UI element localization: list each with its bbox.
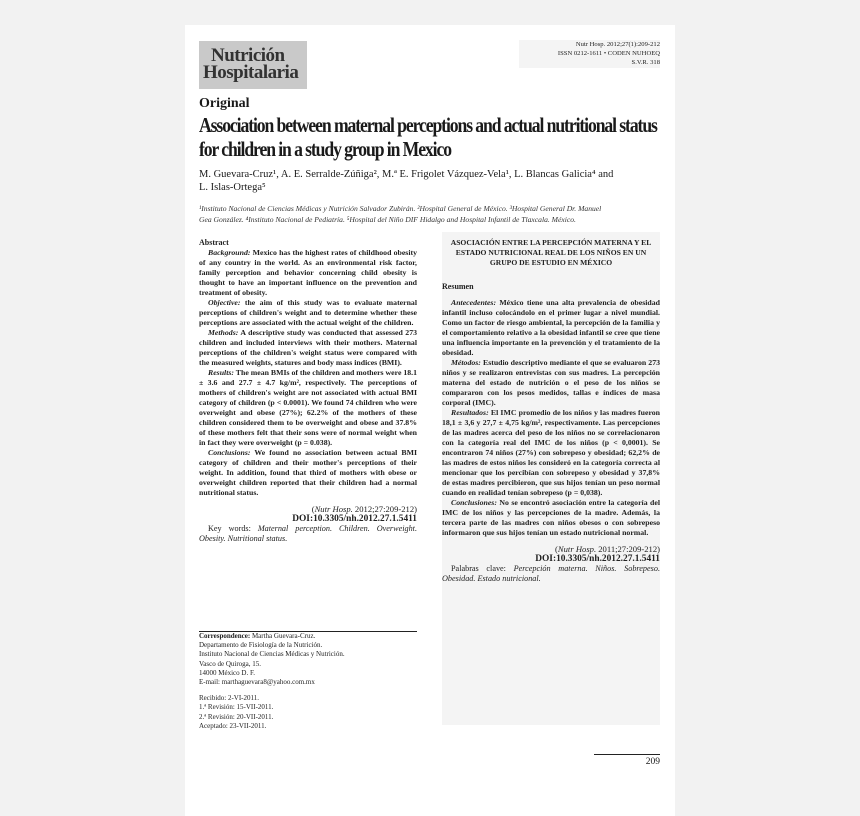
correspondence-line-1: Departamento de Fisiología de la Nutrición. [199,641,323,650]
abstract-citation [199,504,417,514]
revision-2-date: 2.ª Revisión: 20-VII-2011. [199,712,274,721]
abstract-objective [199,298,417,328]
citation-prefix: ( [311,504,315,514]
affiliations [199,203,669,225]
page-number: 209 [645,757,660,767]
citation-rest: 2011;27:209-212) [596,544,660,554]
section-label: Original [199,96,250,111]
correspondence-block [199,632,417,731]
abstract-background [199,248,417,298]
conclusiones-label: Conclusiones: [451,498,497,507]
antecedentes-label: Antecedentes: [451,298,497,307]
footer-divider [594,754,660,755]
affiliations-line-1: ¹Instituto Nacional de Ciencias Médicas y Nutrición Salvador Zubirán. ²Hospital General de México. ³Hospital General Dr. Manuel [199,204,602,213]
resultados-text: El IMC promedio de los niños y las madres fueron 18,1 ± 3,6 y 27,7 ± 4,75 kg/m², respectivamente. Las percepciones de las madres acerca del peso de los niños no se correlacionaron con la categoría real del IMC de los niños (p < 0,0001). Se encontraron 74 niños (27%) con sobrepeso y obesidad; 62,2% de las madres de estos niños les consideró en la categoría correcta al mencionar que los percibían con sobrepeso y obesidad y 37,8% de estas madres percibieron, que sus hijos tenían un peso normal cuando en realidad tenían sobrepeso (p = 0,038). [442,408,660,497]
title-line-2: for children in a study group in Mexico [199,137,451,161]
resumen-title: ASOCIACIÓN ENTRE LA PERCEPCIÓN MATERNA Y EL ESTADO NUTRICIONAL REAL DE LOS NIÑOS EN UN GRUPO DE ESTUDIO EN MÉXICO [450,238,652,267]
metodos-label: Métodos: [451,358,481,367]
resumen-methods [442,358,660,408]
background-text: Mexico has the highest rates of childhood obesity of any country in the world. As an environmental risk factor, family perception and behavior concerning child obesity is thought to have an important influence on the prevention and treatment of obesity. [199,248,417,297]
correspondence-line-3: Vasco de Quiroga, 15. [199,659,262,668]
resumen-background [442,298,660,358]
resultados-label: Resultados: [451,408,489,417]
conclusions-text: We found no association between actual BMI category of children and their mother's perceptions of their weight. In addition, found that third of mothers with obese or overweight children reported that their children had a normal nutritional status. [199,448,417,497]
authors-line-2: L. Islas-Ortega⁵ [199,182,266,193]
revision-1-date: 1.ª Revisión: 15-VII-2011. [199,703,274,712]
abstract-keywords [199,524,417,544]
abstract-conclusions [199,448,417,498]
metodos-text: Estudio descriptivo mediante el que se evaluaron 273 niños y se realizaron entrevistas con sus madres. La percepción materna del estado de nutrición o el peso de los niños se compararon con los pesos medidos, tallas e índices de masa corporal (IMC). [442,358,660,407]
citation-rest: 2012;27:209-212) [352,504,417,514]
conclusions-label: Conclusions: [208,448,251,457]
abstract-methods [199,328,417,368]
accepted-date: Aceptado: 23-VII-2011. [199,721,267,730]
correspondence-author: Martha Guevara-Cruz. [250,632,316,640]
resumen-heading: Resumen [442,282,474,291]
methods-label: Methods: [208,328,239,337]
palabras-clave-text: Percepción materna. Niños. Sobrepeso. Obesidad. Estado nutricional. [442,564,660,583]
logo-line-2: Hospitalaria [203,62,299,83]
abstract-doi: DOI:10.3305/nh.2012.27.1.5411 [292,514,417,524]
keywords-text: Maternal perception. Children. Overweight. Obesity. Nutritional status. [199,524,417,543]
correspondence-line-2: Instituto Nacional de Ciencias Médicas y Nutrición. [199,650,345,659]
issn: ISSN 0212-1611 • CODEN NUHOEQ [557,50,660,57]
journal-info [519,40,660,68]
logo-line-1: Nutrición [211,45,285,66]
resumen-citation [442,544,660,554]
methods-text: A descriptive study was conducted that assessed 273 children and included interviews with their mothers. Maternal perceptions of the children's weight status were compared with the measured weights, statures and body mass indices (BMI). [199,328,417,367]
background-label: Background: [208,248,251,257]
journal-logo [199,41,307,89]
correspondence-email: E-mail: marthaguevara8@yahoo.com.mx [199,678,315,687]
palabras-clave-label: Palabras clave: [451,564,514,573]
results-text: The mean BMIs of the children and mothers were 18.1 ± 3.6 and 27.7 ± 4.7 kg/m², respectively. The perceptions of mothers of children's weight are not associated with actual BMI category of children (p < 0.0001). We found 74 children who were overweight and obese (27%); 62.2% of the mothers of these children considered them to be overweight and obese and 37.8% of these mothers felt that their sons were of normal weight when in fact they were overweight (p = 0.038). [199,368,418,447]
correspondence-line-4: 14000 México D. F. [199,668,256,677]
correspondence-label: Correspondence: [199,632,251,640]
resumen-conclusions [442,498,660,538]
results-label: Results: [208,368,234,377]
keywords-label: Key words: [208,524,258,533]
article-title [199,113,657,161]
resumen-doi: DOI:10.3305/nh.2012.27.1.5411 [535,554,660,564]
journal-ref: Nutr Hosp. 2012;27(1):209-212 [575,41,660,48]
antecedentes-text: México tiene una alta prevalencia de obesidad infantil incluso colocándolo en el primer lugar a nivel mundial. Como un factor de riesgo ambiental, la percepción de la familia y el comportamiento relativo a la obesidad infantil se cree que tiene una influencia importante en la prevención y el tratamiento de la obesidad. [442,298,660,357]
authors [199,168,659,194]
resumen-results [442,408,660,498]
correspondence-name [199,632,417,641]
resumen-column [442,238,660,584]
authors-line-1: M. Guevara-Cruz¹, A. E. Serralde-Zúñiga², M.ª E. Frigolet Vázquez-Vela¹, L. Blancas Galicia⁴ and [199,169,614,180]
abstract-results [199,368,417,448]
objective-label: Objective: [208,298,241,307]
received-date: Recibido: 2-VI-2011. [199,694,260,703]
citation-journal: Nutr Hosp. [314,504,353,514]
abstract-column [199,238,417,544]
affiliations-line-2: Gea González. ⁴Instituto Nacional de Pediatría. ⁵Hospital del Niño DIF Hidalgo and Hospital Infantil de Tlaxcala. México. [199,215,576,224]
citation-journal: Nutr Hosp. [557,544,597,554]
svr-code: S.V.R. 318 [631,59,660,66]
resumen-keywords [442,564,660,584]
objective-text: the aim of this study was to evaluate maternal perceptions of children's weight and to determine whether these perceptions are associated with the actual weight of the children. [199,298,417,327]
title-line-1: Association between maternal perceptions and actual nutritional status [199,113,657,137]
citation-prefix: ( [555,544,558,554]
conclusiones-text: No se encontró asociación entre la categoría del IMC de los niños y las percepciones de la madre. Además, la tercera parte de las madres con niños obesos o con sobrepeso informaron que sus hijos tenían un estado nutricional normal. [442,498,660,537]
abstract-heading: Abstract [199,238,229,247]
